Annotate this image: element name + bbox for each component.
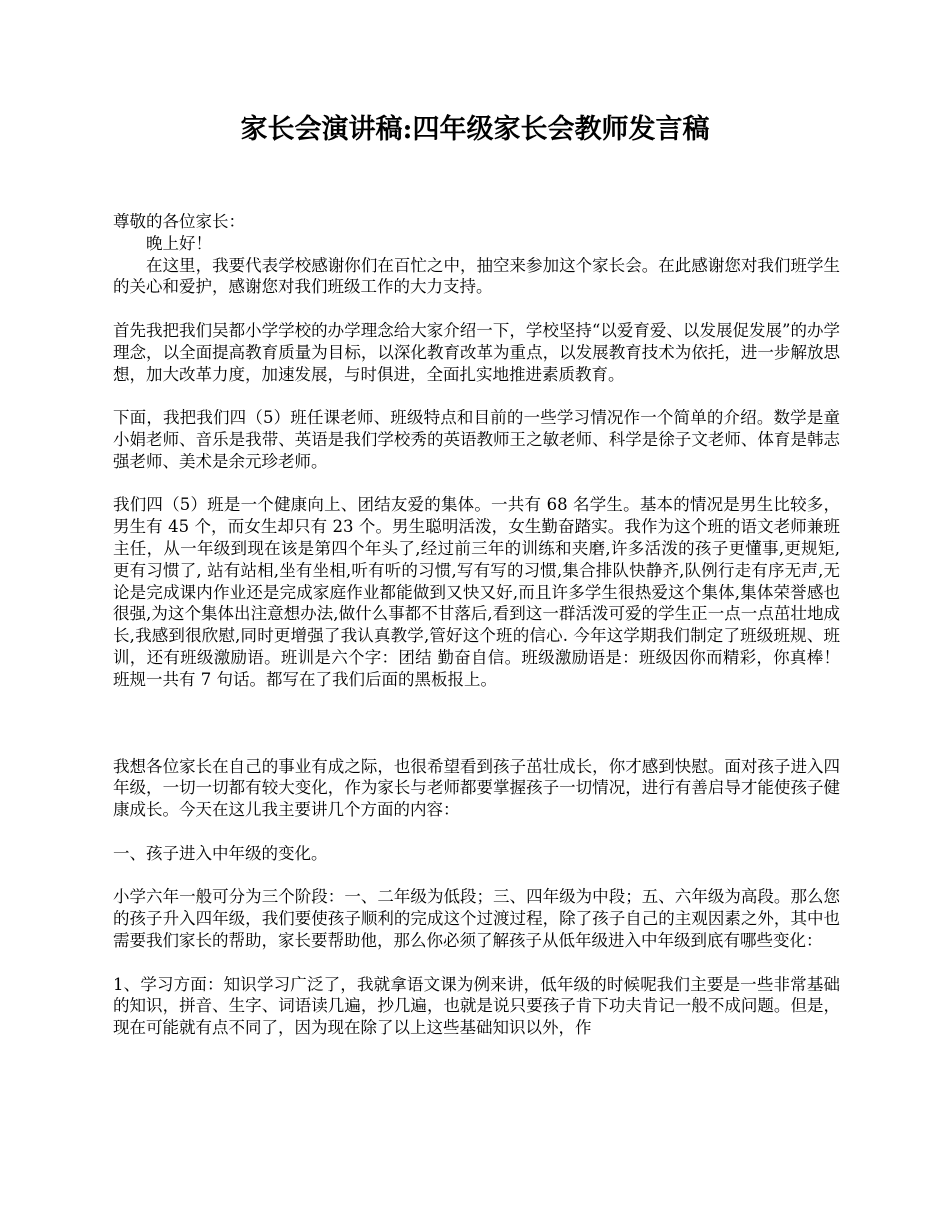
paragraph-learning: 1、学习方面：知识学习广泛了，我就拿语文课为例来讲，低年级的时候呢我们主要是一些非常基础的知识，拼音、生字、词语读几遍，抄几遍，也就是说只要孩子肯下功夫肯记一般不成问题。但是，现在可能就有点不同了，因为现在除了以上这些基础知识以外，作 [113, 974, 840, 1038]
document-body [113, 211, 840, 1039]
greeting: 晚上好！ [146, 233, 212, 253]
paragraph-stages: 小学六年一般可分为三个阶段：一、二年级为低段；三、四年级为中段；五、六年级为高段。那么您的孩子升入四年级，我们要使孩子顺利的完成这个过渡过程，除了孩子自己的主观因素之外，其中也需要我们家长的帮助，家长要帮助他，那么你必须了解孩子从低年级进入中年级到底有哪些变化： [113, 887, 840, 950]
paragraph-school-philosophy: 首先我把我们吴都小学学校的办学理念给大家介绍一下，学校坚持“以爱育爱、以发展促发展”的办学理念，以全面提高教育质量为目标，以深化教育改革为重点，以发展教育技术为依托，进一步解放思想，加大改革力度，加速发展，与时俱进，全面扎实地推进素质教育。 [113, 320, 840, 384]
paragraph-parents: 我想各位家长在自己的事业有成之际，也很希望看到孩子茁壮成长，你才感到快慰。面对孩子进入四年级，一切一切都有较大变化，作为家长与老师都要掌握孩子一切情况，进行有善启导才能使孩子健康成长。今天在这儿我主要讲几个方面的内容： [113, 756, 840, 820]
paragraph-teachers: 下面，我把我们四（5）班任课老师、班级特点和目前的一些学习情况作一个简单的介绍。数学是童小娟老师、音乐是我带、英语是我们学校秀的英语教师王之敏老师、科学是徐子文老师、体育是韩志强老师、美术是余元珍老师。 [113, 408, 840, 471]
paragraph-class-intro: 我们四（5）班是一个健康向上、团结友爱的集体。一共有 68 名学生。基本的情况是男生比较多，男生有 45 个，而女生却只有 23 个。男生聪明活泼，女生勤奋踏实。我作为这个班的语文老师兼班主任，从一年级到现在该是第四个年头了,经过前三年的训练和夹磨,许多活泼的孩子更懂事,更规矩,更有习惯了, 站有站相,坐有坐相,听有听的习惯,写有写的习惯,集合排队快静齐,队例行走有序无声,无论是完成课内作业还是完成家庭作业都能做到又快又好,而且许多学生很热爱这个集体,集体荣誉感也很强,为这个集体出注意想办法,做什么事都不甘落后,看到这一群活泼可爱的学生正一点一点茁壮地成长,我感到很欣慰,同时更增强了我认真教学,管好这个班的信心. 今年这学期我们制定了班级班规、班训，还有班级激励语。班训是六个字：团结 勤奋自信。班级激励语是：班级因你而精彩，你真棒！班规一共有 7 句话。都写在了我们后面的黑板报上。 [113, 495, 840, 689]
section-heading-changes: 一、孩子进入中年级的变化。 [113, 843, 328, 863]
paragraph-thanks: 在这里，我要代表学校感谢你们在百忙之中，抽空来参加这个家长会。在此感谢您对我们班学生的关心和爱护，感谢您对我们班级工作的大力支持。 [113, 255, 840, 297]
salutation: 尊敬的各位家长： [113, 212, 245, 231]
document-title: 家长会演讲稿:四年级家长会教师发言稿 [240, 114, 710, 145]
